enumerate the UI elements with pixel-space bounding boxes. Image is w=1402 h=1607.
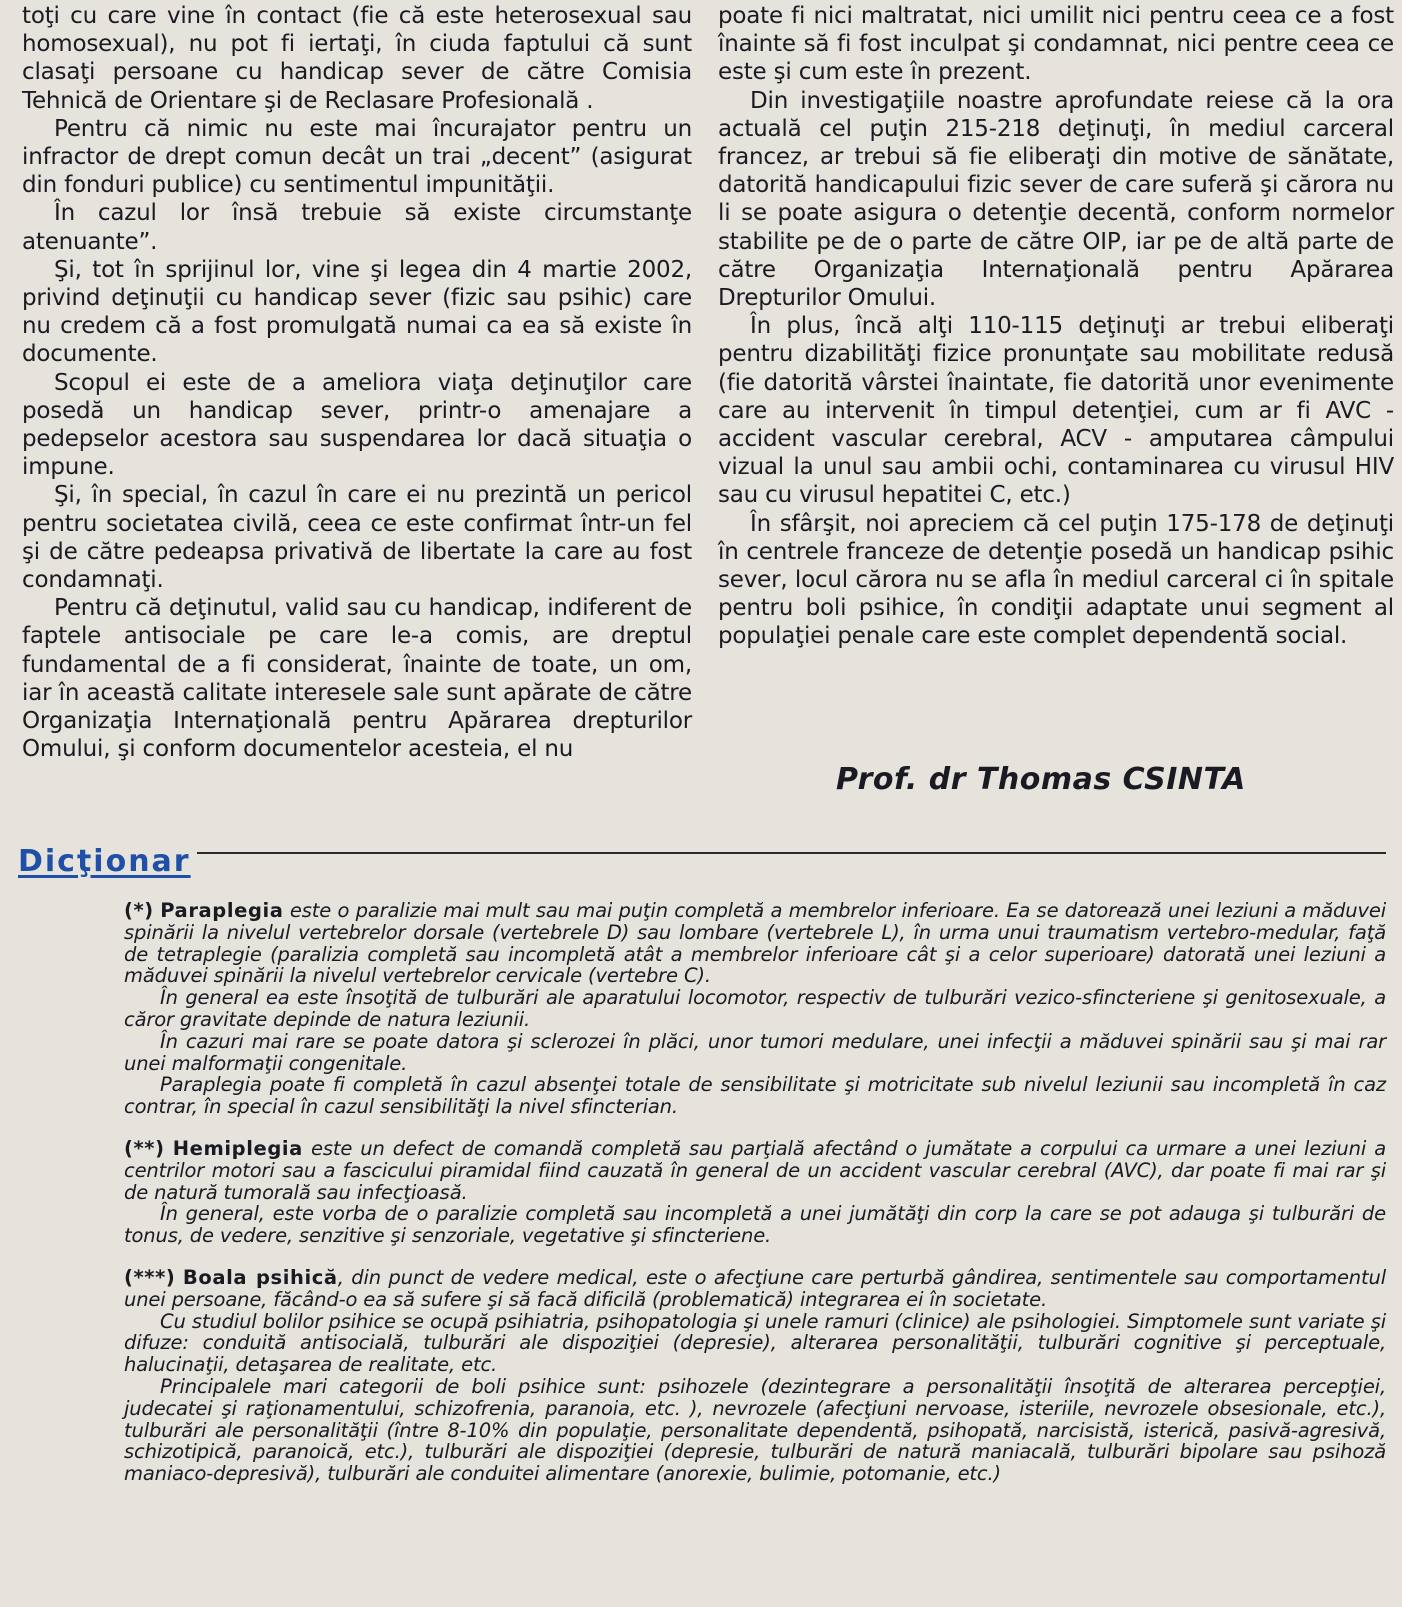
article-paragraph: În sfârşit, noi apreciem că cel puţin 175-178 de deţinuţi în centrele franceze de detenţie posedă un handicap psihic sever, locul cărora nu se afla în mediul carceral ci în spitale pentru boli psihice, în condiţii adaptate unui segment al populaţiei penale care este complet dependentă social.	[718, 510, 1394, 650]
dictionary-section	[124, 900, 1386, 1485]
article-paragraph: Şi, tot în sprijinul lor, vine şi legea din 4 martie 2002, privind deţinuţii cu handicap sever (fizic sau psihic) care nu credem că a fost promulgată numai ca ea să existe în documente.	[22, 256, 692, 368]
entry-paragraph: În general ea este însoţită de tulburări ale aparatului locomotor, respectiv de tulburări vezico-sfincteriene şi genitosexuale, a căror gravitate depinde de natura leziunii.	[124, 986, 1386, 1031]
article-left-column	[22, 2, 692, 763]
entry-term: Boala psihică	[182, 1265, 338, 1289]
author-signature: Prof. dr Thomas CSINTA	[836, 762, 1246, 797]
entry-term: Hemiplegia	[172, 1136, 303, 1160]
article-paragraph: poate fi nici maltratat, nici umilit nici pentru ceea ce a fost înainte să fi fost inculpat şi condamnat, nici pentre ceea ce este şi cum este în prezent.	[718, 3, 1394, 86]
entry-marker: (**)	[124, 1136, 165, 1160]
entry-definition: este un defect de comandă completă sau parţială afectând o jumătate a corpului ca urmare a unei leziuni a centrilor motori sau a fascicului piramidal fiind cauzată în general de un accident vascular cerebral (AVC), dar poate fi mai rar şi de natură tumorală sau infecţioasă.	[124, 1136, 1386, 1204]
article-paragraph: Pentru că deţinutul, valid sau cu handicap, indiferent de faptele antisociale pe care le-a comis, are dreptul fundamental de a fi considerat, înainte de toate, un om, iar în această calitate interesele sale sunt apărate de către Organizaţia Internaţională pentru Apărarea drepturilor Omului, şi conform documentelor acesteia, el nu	[22, 595, 692, 763]
article-paragraph: Scopul ei este de a ameliora viaţa deţinuţilor care posedă un handicap sever, printr-o amenajare a pedepselor acestora sau suspendarea lor dacă situaţia o impune.	[22, 369, 692, 481]
entry-marker: (***)	[124, 1265, 176, 1289]
article-paragraph: Pentru că nimic nu este mai încurajator pentru un infractor de drept comun decât un trai „decent” (asigurat din fonduri publice) cu sentimentul impunităţii.	[22, 115, 692, 199]
entry-definition: , din punct de vedere medical, este o afecţiune care perturbă gândirea, sentimentele sau comportamentul unei persoane, făcând-o ea să sufere şi să facă dificilă (problematică) integrarea ei în societate.	[124, 1265, 1386, 1311]
article-paragraph: Din investigaţiile noastre aprofundate reiese că la ora actuală cel puţin 215-218 deţinuţi, în mediul carceral francez, ar trebui să fie eliberaţi din motive de sănătate, datorită handicapului fizic sever de care suferă şi cărora nu li se poate asigura o detenţie decentă, conform normelor stabilite pe de o parte de către OIP, iar pe de altă parte de către Organizaţia Internaţională pentru Apărarea Drepturilor Omului.	[718, 87, 1394, 312]
entry-paragraph: În cazuri mai rare se poate datora şi sclerozei în plăci, unor tumori medulare, unei infecţii a măduvei spinării sau şi mai rar unei malformaţii congenitale.	[124, 1029, 1386, 1075]
entry-paragraph: Cu studiul bolilor psihice se ocupă psihiatria, psihopatologia şi unele ramuri (clinice) ale psihologiei. Simptomele sunt variate şi difuze: conduită antisocială, tulburări ale dispoziţiei (depresie), alterarea personalităţii, tulburări cognitive şi perceptuale, halucinaţii, detaşarea de realitate, etc.	[124, 1309, 1386, 1377]
dictionary-title: Dicţionar	[18, 844, 197, 879]
dictionary-entry-hemiplegia	[124, 1138, 1386, 1203]
section-divider	[18, 852, 1386, 854]
dictionary-entry-boala-psihica	[124, 1267, 1386, 1311]
article-paragraph: În cazul lor însă trebuie să existe circumstanţe atenuante”.	[22, 200, 692, 255]
entry-term: Paraplegia	[160, 899, 284, 922]
entry-paragraph: Principalele mari categorii de boli psihice sunt: psihozele (dezintegrare a personalităţii însoţită de alterarea percepţiei, judecatei şi raţionamentului, schizofrenia, paranoia, etc. ), nevrozele (afecţiuni nervoase, isteriile, nevrozele obsesionale, etc.), tulburări ale personalităţii (între 8-10% din populaţie, personalitate dependentă, psihopată, narcisistă, isterică, pasivă-agresivă, schizotipică, paranoică, etc.), tulburări ale dispoziţiei (depresie, tulburări de natură maniacală, tulburări bipolare sau psihoză maniaco-depresivă), tulburări ale conduitei alimentare (anorexie, bulimie, potomanie, etc.)	[124, 1374, 1386, 1486]
entry-marker: (*)	[124, 899, 154, 922]
entry-definition: este o paralizie mai mult sau mai puţin completă a membrelor inferioare. Ea se datorează unei leziuni a măduvei spinării la nivelul vertebrelor dorsale (vertebrele D) sau lombare (vertebrele L), în urma unui traumatism vertebro-medular, faţă de tetraplegie (paralizia completă sau incompletă atât a membrelor inferioare cât şi a celor superioare) datorată unei leziuni a măduvei spinării la nivelul vertebrelor cervicale (vertebre C).	[124, 899, 1386, 988]
entry-paragraph: În general, este vorba de o paralizie completă sau incompletă a unei jumătăţi din corp la care se pot adauga şi tulburări de tonus, de vedere, senzitive şi senzoriale, vegetative şi sfincteriene.	[124, 1202, 1386, 1248]
dictionary-entry-paraplegia	[124, 900, 1386, 987]
article-right-column	[718, 2, 1394, 651]
entry-paragraph: Paraplegia poate fi completă în cazul absenţei totale de sensibilitate şi motricitate sub nivelul leziunii sau incompletă în caz contrar, în special în cazul sensibilităţi la nivel sfincterian.	[124, 1073, 1386, 1119]
article-paragraph: toţi cu care vine în contact (fie că este heterosexual sau homosexual), nu pot fi iertaţi, în ciuda faptului că sunt clasaţi persoane cu handicap sever de către Comisia Tehnică de Orientare şi de Reclasare Profesională .	[22, 3, 692, 114]
article-paragraph: Şi, în special, în cazul în care ei nu prezintă un pericol pentru societatea civilă, ceea ce este confirmat într-un fel şi de către pedeapsa privativă de libertate la care au fost condamnaţi.	[22, 482, 692, 594]
article-paragraph: În plus, încă alţi 110-115 deţinuţi ar trebui eliberaţi pentru dizabilităţi fizice pronunţate sau mobilitate redusă (fie datorită vârstei înaintate, fie datorită unor evenimente care au intervenit în timpul detenţiei, cum ar fi AVC - accident vascular cerebral, ACV - amputarea câmpului vizual la unul sau ambii ochi, contaminarea cu virusul HIV sau cu virusul hepatitei C, etc.)	[718, 313, 1394, 509]
